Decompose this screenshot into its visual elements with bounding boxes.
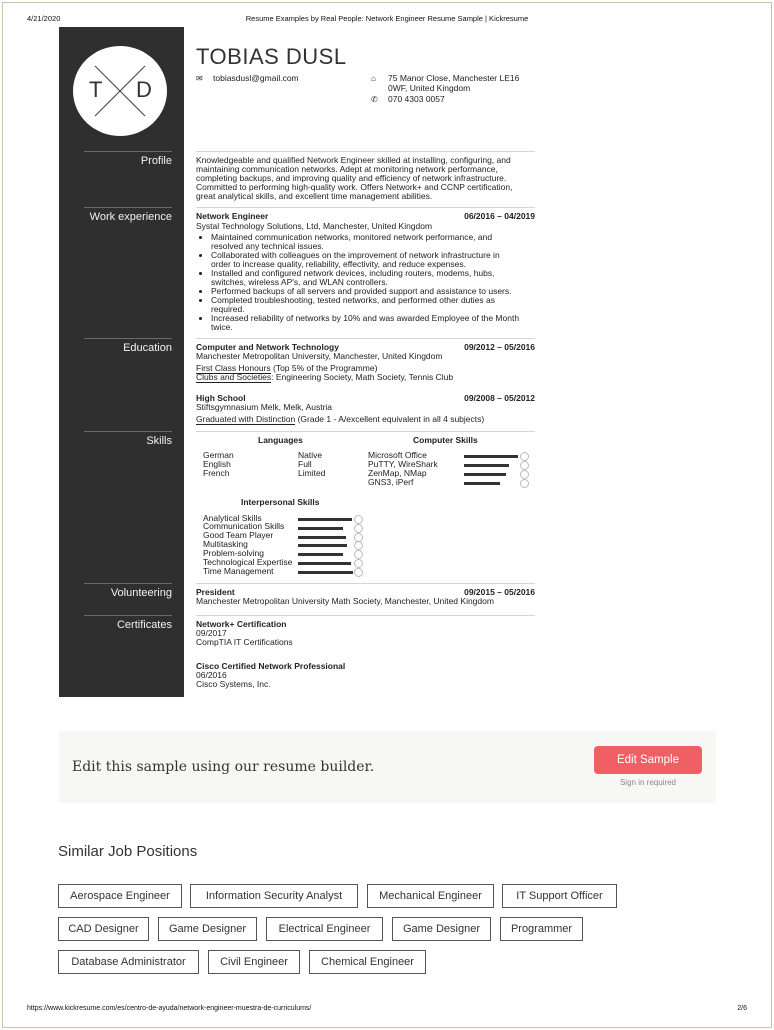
job-bullets xyxy=(211,233,536,332)
skill-level-knob xyxy=(354,533,363,542)
clubs-text: : Engineering Society, Math Society, Tennis Club xyxy=(271,372,454,382)
monogram-letter-left: T xyxy=(89,77,103,102)
email-contact xyxy=(196,73,299,83)
distinction-label: Graduated with Distinction xyxy=(196,414,296,424)
school-name: Stiftsgymnasium Melk, Melk, Austria xyxy=(196,402,333,412)
divider xyxy=(196,338,535,339)
job-company: Systal Technology Solutions, Ltd, Manchester, United Kingdom xyxy=(196,221,433,231)
profile-line: great analytical skills, and excellent time management abilities. xyxy=(196,191,433,201)
job-chip[interactable]: IT Support Officer xyxy=(502,884,617,908)
email-text: tobiasdusl@gmail.com xyxy=(213,73,299,83)
job-bullet: • Installed and configured network devices, including routers, modems, hubs, switches, wireless AP's, and WLAN controllers. xyxy=(211,269,536,287)
interpersonal-skill-name: Multitasking xyxy=(203,539,248,549)
degree-school: Manchester Metropolitan University, Manchester, United Kingdom xyxy=(196,351,443,361)
profile-line: maintaining communication networks. Adept at monitoring network performance, xyxy=(196,164,498,174)
divider xyxy=(196,151,535,152)
certificate-issuer: CompTIA IT Certifications xyxy=(196,637,293,647)
sign-in-required-note: Sign in required xyxy=(619,778,677,787)
certificate-issuer: Cisco Systems, Inc. xyxy=(196,679,271,689)
home-icon: ⌂ xyxy=(371,74,376,83)
interpersonal-skill-name: Technological Expertise xyxy=(203,557,293,567)
print-title: Resume Examples by Real People: Network Engineer Resume Sample | Kickresume xyxy=(245,14,529,23)
school-dates: 09/2008 – 05/2012 xyxy=(464,393,535,403)
language-name: German xyxy=(203,450,234,460)
languages-title: Languages xyxy=(258,435,303,445)
divider xyxy=(196,207,535,208)
profile-line: Committed to performing high-quality work. Offers Network+ and CCNP certification, xyxy=(196,182,513,192)
interpersonal-skill-name: Problem-solving xyxy=(203,548,264,558)
job-chip[interactable]: Electrical Engineer xyxy=(266,917,383,941)
degree-clubs xyxy=(196,373,453,382)
job-chip[interactable]: Mechanical Engineer xyxy=(367,884,494,908)
profile-summary xyxy=(196,156,536,201)
divider xyxy=(196,583,535,584)
section-label-work: Work experience xyxy=(84,207,172,223)
skill-level-bar xyxy=(298,518,352,521)
monogram-logo xyxy=(73,46,167,136)
similar-jobs-title: Similar Job Positions xyxy=(58,843,198,860)
volunteer-dates: 09/2015 – 05/2016 xyxy=(464,587,535,597)
section-label-profile: Profile xyxy=(84,151,172,167)
interpersonal-skill-name: Good Team Player xyxy=(203,530,274,540)
person-name: TOBIAS DUSL xyxy=(196,44,347,69)
skill-level-knob xyxy=(520,479,529,488)
skill-level-knob xyxy=(520,461,529,470)
job-bullet: • Performed backups of all servers and provided support and assistance to users. xyxy=(211,287,536,296)
language-level: Full xyxy=(298,459,312,469)
skill-level-bar xyxy=(298,527,343,530)
job-chip[interactable]: Aerospace Engineer xyxy=(58,884,182,908)
job-chip[interactable]: Chemical Engineer xyxy=(309,950,426,974)
print-page-number: 2/6 xyxy=(737,1005,747,1012)
distinction-text: (Grade 1 - A/excellent equivalent in all 4 subjects) xyxy=(295,414,485,424)
phone-text: 070 4303 0057 xyxy=(388,94,445,104)
job-chip[interactable]: Database Administrator xyxy=(58,950,199,974)
skill-level-knob xyxy=(354,524,363,533)
honours-label: First Class Honours xyxy=(196,363,271,373)
job-chip[interactable]: Civil Engineer xyxy=(208,950,300,974)
job-bullet: • Completed troubleshooting, tested networks, and performed other duties as required. xyxy=(211,296,536,314)
skill-level-bar xyxy=(464,464,509,467)
section-label-volunteering: Volunteering xyxy=(84,583,172,599)
language-level: Native xyxy=(298,450,323,460)
job-bullet: • Maintained communication networks, monitored network performance, and resolved any technical issues. xyxy=(211,233,536,251)
job-chip[interactable]: Game Designer xyxy=(158,917,257,941)
school-honours xyxy=(196,415,484,424)
skill-level-bar xyxy=(298,571,353,574)
divider xyxy=(196,615,535,616)
job-bullet: • Collaborated with colleagues on the improvement of network infrastructure in order to increase quality, reliability, effectivity, and reduce expenses. xyxy=(211,251,536,269)
monogram-letter-right: D xyxy=(136,77,152,102)
clubs-label: Clubs and Societies xyxy=(196,372,272,382)
computer-skill-name: PuTTY, WireShark xyxy=(368,459,438,469)
computer-skill-name: GNS3, iPerf xyxy=(368,477,414,487)
interpersonal-skills-title: Interpersonal Skills xyxy=(241,497,320,507)
envelope-icon: ✉ xyxy=(196,74,203,83)
address-line-2: 0WF, United Kingdom xyxy=(388,83,471,93)
volunteer-org: Manchester Metropolitan University Math Society, Manchester, United Kingdom xyxy=(196,596,494,606)
degree-dates: 09/2012 – 05/2016 xyxy=(464,342,535,352)
degree-title: Computer and Network Technology xyxy=(196,342,339,352)
certificate-date: 09/2017 xyxy=(196,628,227,638)
interpersonal-skill-name: Time Management xyxy=(203,566,274,576)
honours-text: (Top 5% of the Programme) xyxy=(270,363,378,373)
divider xyxy=(196,431,535,432)
section-label-education: Education xyxy=(84,338,172,354)
skill-level-knob xyxy=(520,452,529,461)
skill-level-bar xyxy=(464,482,500,485)
certificate-name: Network+ Certification xyxy=(196,619,287,629)
language-name: English xyxy=(203,459,231,469)
print-date: 4/21/2020 xyxy=(27,14,61,23)
job-title: Network Engineer xyxy=(196,211,269,221)
computer-skills-title: Computer Skills xyxy=(413,435,478,445)
skill-level-bar xyxy=(298,536,346,539)
job-dates: 06/2016 – 04/2019 xyxy=(464,211,535,221)
job-chip[interactable]: CAD Designer xyxy=(58,917,149,941)
language-level: Limited xyxy=(298,468,326,478)
skill-level-knob xyxy=(354,559,363,568)
section-label-certificates: Certificates xyxy=(84,615,172,631)
skill-level-bar xyxy=(464,473,506,476)
phone-contact xyxy=(371,94,445,104)
certificate-name: Cisco Certified Network Professional xyxy=(196,661,346,671)
address-contact xyxy=(371,73,520,93)
school-title: High School xyxy=(196,393,246,403)
phone-icon: ✆ xyxy=(371,95,378,104)
job-chip[interactable]: Programmer xyxy=(500,917,583,941)
computer-skill-name: ZenMap, NMap xyxy=(368,468,427,478)
computer-skill-name: Microsoft Office xyxy=(368,450,427,460)
print-url: https://www.kickresume.com/es/centro-de-ayuda/network-engineer-muestra-de-curriculums/ xyxy=(27,1005,312,1012)
skill-level-bar xyxy=(298,562,351,565)
job-chip[interactable]: Game Designer xyxy=(392,917,491,941)
volunteer-role: President xyxy=(196,587,235,597)
skill-level-knob xyxy=(354,515,363,524)
skill-level-knob xyxy=(520,470,529,479)
language-name: French xyxy=(203,468,230,478)
section-label-skills: Skills xyxy=(84,431,172,447)
edit-sample-text: Edit this sample using our resume builder. xyxy=(72,759,375,775)
skill-level-bar xyxy=(464,455,518,458)
certificate-date: 06/2016 xyxy=(196,670,227,680)
job-chip[interactable]: Information Security Analyst xyxy=(190,884,358,908)
skill-level-bar xyxy=(298,544,347,547)
edit-sample-button[interactable]: Edit Sample xyxy=(594,746,702,774)
job-bullet: • Increased reliability of networks by 10% and was awarded Employee of the Month twice. xyxy=(211,314,536,332)
skill-level-bar xyxy=(298,553,343,556)
profile-line: Knowledgeable and qualified Network Engineer skilled at installing, configuring, and xyxy=(196,155,511,165)
interpersonal-skill-name: Analytical Skills xyxy=(203,513,262,523)
skill-level-knob xyxy=(354,568,363,577)
profile-line: completing backups, and improving quality and efficiency of network infrastructure. xyxy=(196,173,507,183)
address-line-1: 75 Manor Close, Manchester LE16 xyxy=(388,73,520,83)
interpersonal-skill-name: Communication Skills xyxy=(203,521,285,531)
